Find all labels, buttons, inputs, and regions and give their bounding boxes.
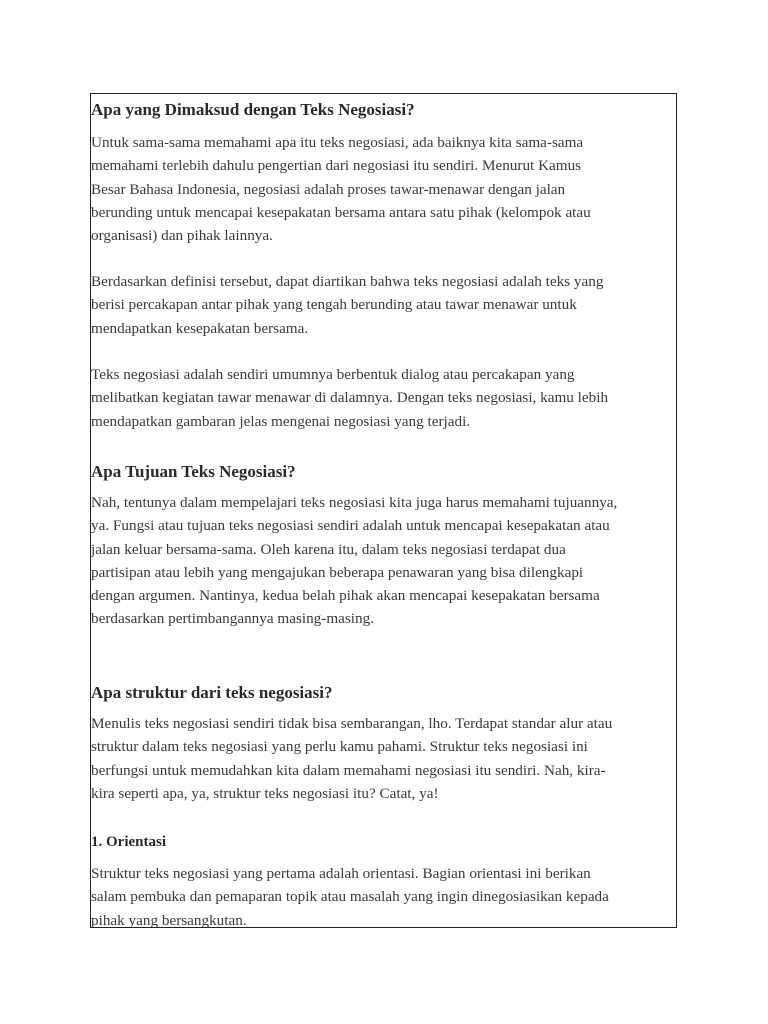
text-line: melibatkan kegiatan tawar menawar di dalamnya. Dengan teks negosiasi, kamu lebih [91, 389, 609, 407]
text-line: Besar Bahasa Indonesia, negosiasi adalah proses tawar-menawar dengan jalan [91, 180, 566, 198]
paragraph-meaning [91, 270, 603, 340]
heading-orientation: 1. Orientasi [91, 834, 166, 850]
document-page [90, 93, 677, 928]
text-line: jalan keluar bersama-sama. Oleh karena itu, dalam teks negosiasi terdapat dua [91, 540, 566, 558]
text-line: mendapatkan kesepakatan bersama. [91, 319, 309, 337]
text-line: Struktur teks negosiasi yang pertama adalah orientasi. Bagian orientasi ini berikan [91, 865, 591, 882]
paragraph-structure [91, 712, 612, 805]
text-line: Berdasarkan definisi tersebut, dapat diartikan bahwa teks negosiasi adalah teks yang [91, 273, 604, 290]
paragraph-orientation [91, 862, 609, 928]
text-line: organisasi) dan pihak lainnya. [91, 227, 273, 245]
text-line: partisipan atau lebih yang mengajukan beberapa penawaran yang bisa dilengkapi [91, 563, 584, 581]
text-line: berdasarkan pertimbangannya masing-masing. [91, 610, 374, 628]
text-line: berunding untuk mencapai kesepakatan bersama antara satu pihak (kelompok atau [91, 203, 591, 221]
text-line: struktur dalam teks negosiasi yang perlu kamu pahami. Struktur teks negosiasi ini [91, 738, 588, 756]
text-line: berisi percakapan antar pihak yang tengah berunding atau tawar menawar untuk [91, 296, 577, 314]
text-line: salam pembuka dan pemaparan topik atau masalah yang ingin dinegosiasikan kepada [91, 888, 609, 906]
text-line: kira seperti apa, ya, struktur teks negosiasi itu? Catat, ya! [91, 784, 439, 802]
text-line: Teks negosiasi adalah sendiri umumnya berbentuk dialog atau percakapan yang [91, 366, 575, 383]
text-line: berfungsi untuk memudahkan kita dalam memahami negosiasi itu sendiri. Nah, kira- [91, 761, 606, 779]
heading-purpose: Apa Tujuan Teks Negosiasi? [91, 462, 296, 481]
text-line: Untuk sama-sama memahami apa itu teks negosiasi, ada baiknya kita sama-sama [91, 134, 584, 151]
text-line: mendapatkan gambaran jelas mengenai negosiasi yang terjadi. [91, 412, 471, 430]
heading-structure: Apa struktur dari teks negosiasi? [91, 683, 333, 702]
paragraph-definition [91, 131, 591, 247]
text-line: dengan argumen. Nantinya, kedua belah pihak akan mencapai kesepakatan bersama [91, 587, 600, 605]
paragraph-purpose [91, 491, 617, 631]
text-line: Nah, tentunya dalam mempelajari teks negosiasi kita juga harus memahami tujuannya, [91, 494, 618, 511]
text-line: ya. Fungsi atau tujuan teks negosiasi sendiri adalah untuk mencapai kesepakatan atau [91, 517, 610, 535]
paragraph-dialog [91, 363, 608, 433]
text-line: Menulis teks negosiasi sendiri tidak bisa sembarangan, lho. Terdapat standar alur atau [91, 715, 613, 732]
heading-definition: Apa yang Dimaksud dengan Teks Negosiasi? [91, 100, 415, 119]
text-line: pihak yang bersangkutan. [91, 911, 247, 928]
text-line: memahami terlebih dahulu pengertian dari negosiasi itu sendiri. Menurut Kamus [91, 157, 582, 175]
